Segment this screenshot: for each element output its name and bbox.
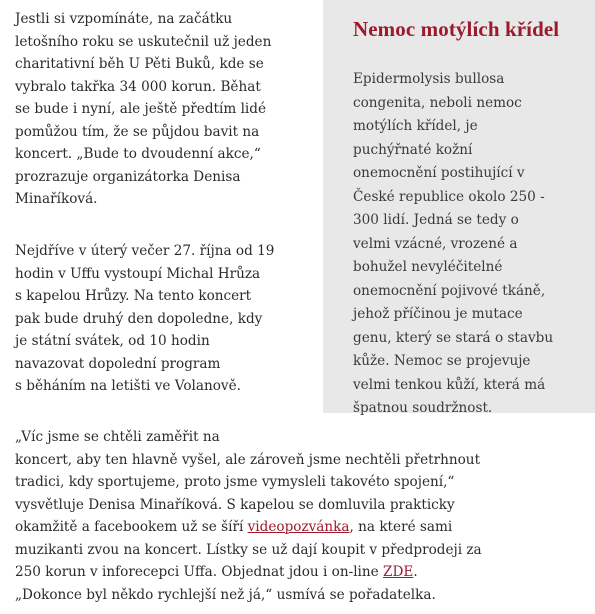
- sidebar-box: [323, 0, 595, 416]
- text-line: s běháním na letišti ve Volanově.: [15, 378, 241, 394]
- text-fragment: , na které sami: [349, 519, 453, 535]
- article-paragraph-1: [15, 8, 315, 211]
- text-line: pomůžou tím, že se půjdou bavit na: [15, 123, 260, 140]
- text-line: muzikanti zvou na koncert. Lístky se už dají koupit v předprodeji za: [15, 541, 482, 558]
- text-line: navazovat dopolední program: [15, 355, 221, 372]
- text-line: charitativní běh U Pěti Buků, kde se: [15, 56, 264, 72]
- text-line: Jestli si vzpomínáte, na začátku: [15, 11, 233, 27]
- text-line: vybralo takřka 34 000 korun. Běhat: [15, 78, 261, 95]
- text-line: koncert. „Bude to dvoudenní akce,“: [15, 146, 261, 162]
- text-line: 300 lidí. Jedná se tedy o: [353, 212, 519, 228]
- text-line: s kapelou Hrůzy. Na tento koncert: [15, 288, 252, 304]
- article-paragraph-3: [15, 426, 590, 606]
- text-line: [15, 561, 590, 584]
- text-line: velmi tenkou kůží, která má: [353, 376, 546, 393]
- sidebar-title: Nemoc motýlích křídel: [353, 17, 560, 41]
- text-line: puchýřnaté kožní: [353, 141, 473, 158]
- text-line: je státní svátek, od 10 hodin: [15, 333, 210, 349]
- text-line: Nejdříve v úterý večer 27. října od 19: [15, 243, 275, 259]
- text-line: vysvětluje Denisa Minaříková. S kapelou se domluvila prakticky: [15, 496, 455, 513]
- text-line: hodin v Uffu vystoupí Michal Hrůza: [15, 265, 261, 282]
- text-line: [15, 516, 590, 539]
- sidebar-text: [353, 68, 581, 421]
- text-line: jehož příčinou je mutace: [353, 306, 523, 322]
- text-line: špatnou soudržnost.: [353, 400, 493, 416]
- text-line: motýlích křídel, je: [353, 118, 478, 134]
- text-line: „Dokonce byl někdo rychlejší než já,“ usmívá se pořadatelka.: [15, 586, 436, 603]
- text-line: bohužel nevyléčitelné: [353, 259, 503, 275]
- text-fragment: .: [413, 564, 418, 580]
- text-line: prozrazuje organizátorka Denisa: [15, 168, 241, 185]
- text-line: genu, který se stará o stavbu: [353, 329, 554, 346]
- text-line: České republice okolo 250 -: [353, 188, 545, 205]
- text-line: koncert, aby ten hlavně vyšel, ale zároveň jsme nechtěli přetrhnout: [15, 451, 481, 468]
- videopozvanka-link[interactable]: videopozvánka: [247, 519, 350, 535]
- text-line: tradici, kdy sportujeme, proto jsme vymysleli takovéto spojení,“: [15, 474, 455, 490]
- text-line: onemocnění pojivové tkáně,: [353, 282, 546, 299]
- text-line: „Víc jsme se chtěli zaměřit na: [15, 429, 220, 445]
- zde-link[interactable]: ZDE: [383, 564, 414, 580]
- text-line: kůže. Nemoc se projevuje: [353, 353, 531, 369]
- text-line: letošního roku se uskutečnil už jeden: [15, 33, 272, 50]
- text-line: velmi vzácné, vrozené a: [353, 235, 518, 252]
- text-line: Epidermolysis bullosa: [353, 71, 505, 87]
- text-line: pak bude druhý den dopoledne, kdy: [15, 310, 263, 327]
- article-paragraph-2: [15, 240, 315, 398]
- text-line: se bude i nyní, ale ještě předtím lidé: [15, 101, 267, 117]
- text-line: Minaříková.: [15, 191, 98, 207]
- text-line: onemocnění postihující v: [353, 165, 525, 181]
- text-line: congenita, neboli nemoc: [353, 94, 522, 111]
- text-fragment: okamžitě a facebookem už se šíří: [15, 519, 248, 535]
- text-fragment: 250 korun v inforecepci Uffa. Objednat jdou i on-line: [15, 564, 384, 580]
